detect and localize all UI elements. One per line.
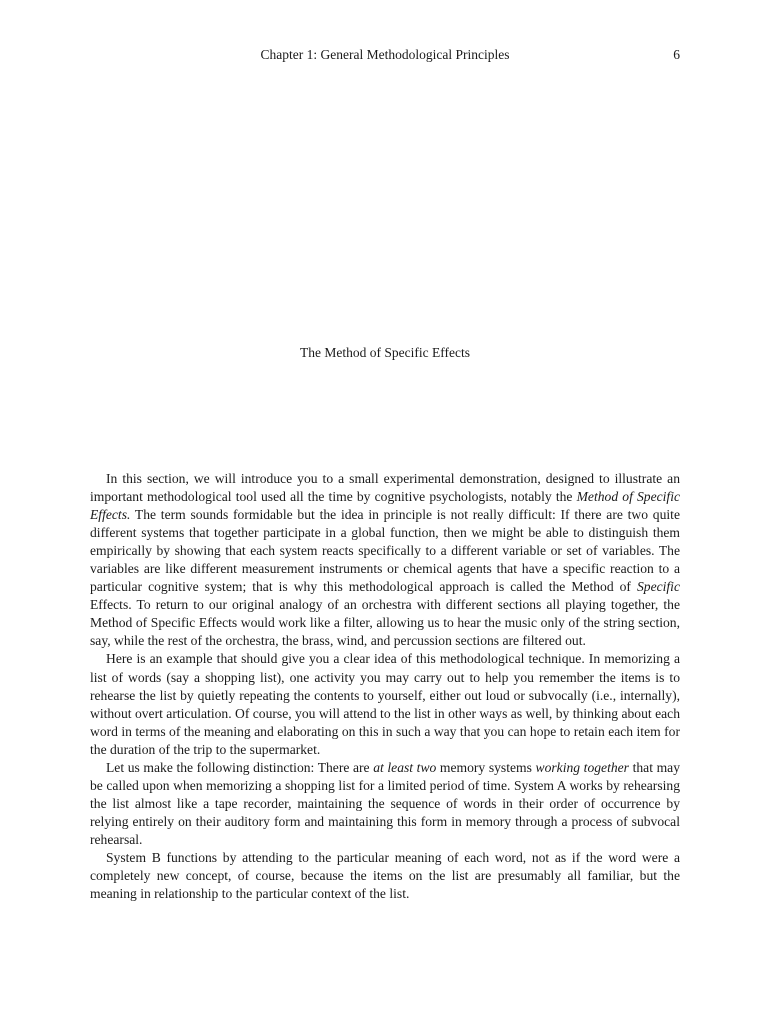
- page-number: 6: [673, 47, 680, 62]
- paragraph-1-emphasis-method: Method of Specific Effects.: [90, 489, 681, 523]
- paragraph-4: System B functions by attending to the particular meaning of each word, not as if the word were a completely new concept, of course, because the items on the list are presumably all familiar, but the meaning in relationship to the particular context of the list.: [90, 849, 680, 902]
- paragraph-1: [90, 470, 680, 650]
- paragraph-3-text-c: that may be called upon when memorizing a shopping list for a limited period of time. System A works by rehearsing the list almost like a tape recorder, maintaining the sequence of words in their order of occurrence by relying entirely on their auditory form and maintaining this form in memory through a process of subvocal rehearsal.: [90, 759, 680, 847]
- body-text: [90, 470, 680, 903]
- paragraph-1-text-c: Effects. To return to our original analogy of an orchestra with different sections all playing together, the Method of Specific Effects would work like a filter, allowing us to hear the music only of the string section, say, while the rest of the orchestra, the brass, wind, and percussion sections are filtered out.: [90, 597, 680, 649]
- paragraph-3: [90, 759, 680, 849]
- section-title: The Method of Specific Effects: [300, 345, 470, 360]
- paragraph-3-text-b: memory systems: [436, 759, 536, 775]
- paragraph-3-emphasis-at-least-two: at least two: [373, 759, 437, 775]
- paragraph-3-text-a: Let us make the following distinction: There are: [106, 759, 374, 775]
- paragraph-2: Here is an example that should give you a clear idea of this methodological technique. In memorizing a list of words (say a shopping list), one activity you may carry out to help you remember the items is to rehearse the list by quietly repeating the contents to yourself, either out loud or subvocally (i.e., internally), without overt articulation. Of course, you will attend to the list in other ways as well, by thinking about each word in terms of the meaning and elaborating on this in such a way that you can hope to retain each item for the duration of the trip to the supermarket.: [90, 651, 680, 757]
- paragraph-3-emphasis-working-together: working together: [535, 759, 629, 775]
- paragraph-1-text-b: The term sounds formidable but the idea in principle is not really difficult: If there are two quite different systems that together participate in a global function, then we might be able to distinguish them empirically by showing that each system reacts specifically to a different variable or set of variables. The variables are like different measurement instruments or chemical agents that have a specific reaction to a particular cognitive system; that is why this methodological approach is called the Method of: [90, 507, 680, 595]
- running-header: [0, 47, 770, 67]
- paragraph-1-emphasis-specific: Specific: [636, 579, 680, 595]
- chapter-title: Chapter 1: General Methodological Principles: [260, 47, 510, 62]
- paragraph-1-text-a: In this section, we will introduce you to a small experimental demonstration, designed to illustrate an important methodological tool used all the time by cognitive psychologists, notably the: [90, 471, 680, 505]
